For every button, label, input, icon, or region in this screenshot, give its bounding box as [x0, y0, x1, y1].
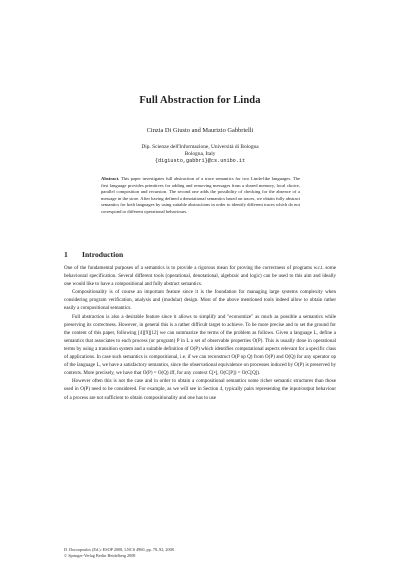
footer-copyright: © Springer-Verlag Berlin Heidelberg 2008: [64, 552, 136, 558]
section-heading: [64, 250, 123, 259]
footer-citation: D. Doroopoulos (Ed.): ESOP 2008, LNCS 4960, pp. 78–92, 2008.: [64, 547, 175, 552]
paragraph: However often this is not the case and in order to obtain a compositional semantics some richer semantic structures than those used in O(P) need to be considered. For example, as we will see in Section 4, typically pairs representing the input/output behaviour of a process are not sufficient to obtain compositionality and one has to use: [64, 378, 336, 401]
affiliation-dept: Dip. Scienze dell'Informazione, Università di Bologna: [141, 144, 259, 150]
paragraph: One of the fundamental purposes of a semantics is to provide a rigorous mean for proving the correctness of programs w.r.t. some behavioural specification. Several different tools (operational, denotational, algebraic and logic) can be used to this aim and ideally one would like to have a compositional and fully abstract semantics.: [64, 265, 336, 288]
affiliation-email: {digiusto,gabbri}@cs.unibo.it: [154, 158, 246, 165]
paragraph: Compositionality is of course an important feature since it is the foundation for managing large systems complexity when considering program verification, analysis and (modular) design. Most of the above mentioned tools indeed allow to obtain rather easily a compositional semantics.: [64, 289, 336, 312]
paper-title: Full Abstraction for Linda: [139, 95, 261, 106]
affiliation: [0, 144, 400, 166]
paragraph: Full abstraction is also a desirable feature since it allows to simplify and "economize" as much as possible a semantics while preserving its correctness. However, in general this is a rather difficult target to achieve. To be more precise and to set the ground for the content of this paper, following [4][9][12] we can summarize the terms of the problem as follows. Given a language L, define a semantics that associates to each process (or program) P in L a set of observable properties O(P). This is usually done in operational terms by using a transition system and a suitable definition of O(P) which identifies computational aspects relevant for a specific class of applications. In case such semantics is compositional, i.e. if we can reconstruct O(P op Q) from O(P) and O(Q) for any operator op of the language L, we have a satisfactory semantics, since the observational equivalence on processes induced by O(P) is preserved by contexts. More precisely, we have that O(P) = O(Q) iff, for any context C[•], O(C[P]) = O(C[Q]).: [64, 313, 336, 377]
body-text: [64, 264, 336, 402]
abstract-lead: Abstract.: [101, 176, 120, 181]
abstract-text: This paper investigates full abstraction of a trace semantics for two Linda-like languages. The first language provides primitives for adding and removing messages from a shared memory, local choice, parallel composition and recursion. The second one adds the possibility of checking for the absence of a message in the store. After having defined a denotational semantics based on traces, we obtain fully abstract semantics for both languages by using suitable abstractions in order to identify different traces which do not correspond to different operational behaviours.: [101, 176, 300, 214]
section-number: 1: [64, 250, 68, 259]
section-title: Introduction: [82, 250, 124, 259]
abstract: [101, 176, 300, 215]
affiliation-city: Bologna, Italy: [184, 151, 216, 158]
paper-authors: Cinzia Di Giusto and Maurizio Gabbrielli: [146, 127, 254, 134]
footer: [64, 547, 336, 559]
